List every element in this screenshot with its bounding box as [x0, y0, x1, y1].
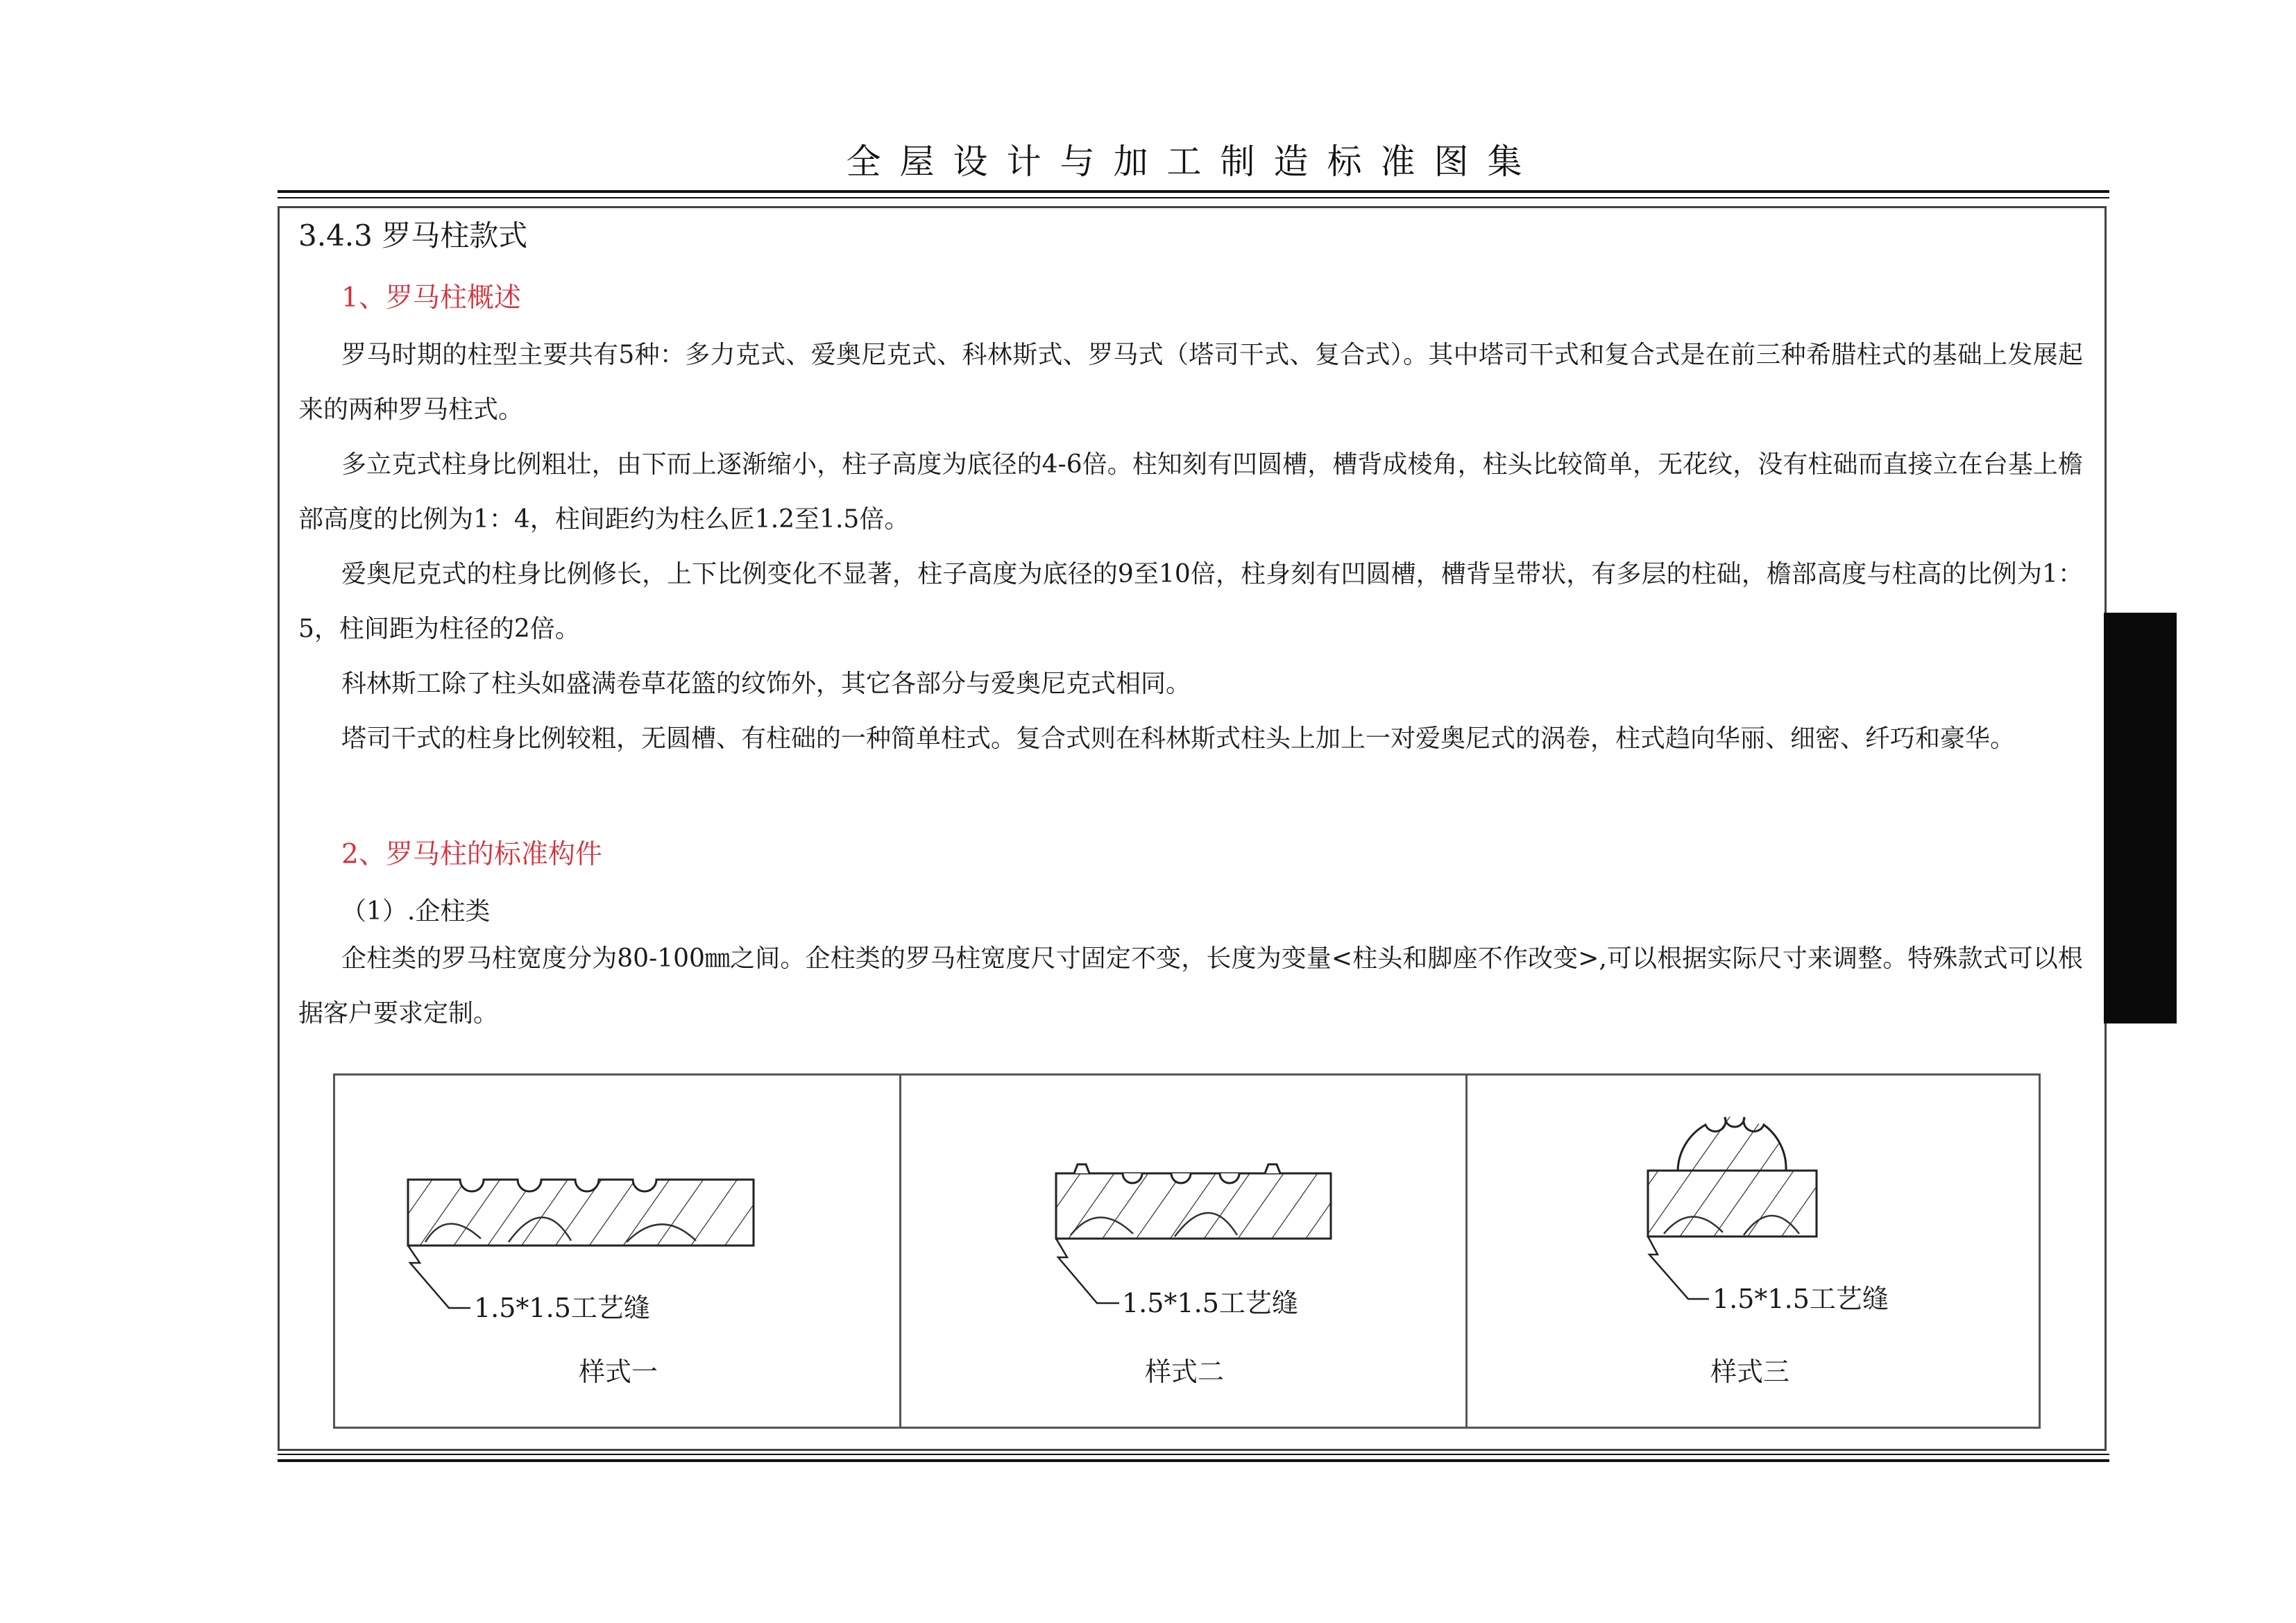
section-title: 3.4.3 罗马柱款式 — [298, 219, 528, 253]
overview-paragraph-3: 爱奥尼克式的柱身比例修长，上下比例变化不显著，柱子高度为底径的9至10倍，柱身刻有凹圆槽，槽背呈带状，有多层的柱础，檐部高度与柱高的比例为1：5，柱间距为柱径的2倍。 — [298, 560, 2083, 643]
style-three-caption: 样式三 — [1710, 1357, 1789, 1387]
footer-rule-thick — [278, 1459, 2109, 1462]
components-subheading: （1）.企柱类 — [341, 897, 491, 926]
style-two-seam-label: 1.5*1.5工艺缝 — [1122, 1288, 1298, 1318]
header-rule-thin — [278, 197, 2109, 198]
style-one-profile — [408, 1180, 754, 1308]
style-two-profile — [1056, 1164, 1331, 1303]
footer-rule-thin — [278, 1454, 2109, 1455]
overview-paragraph-2: 多立克式柱身比例粗壮，由下而上逐渐缩小，柱子高度为底径的4-6倍。柱知刻有凹圆槽，槽背成棱角，柱头比较简单，无花纹，没有柱础而直接立在台基上檐部高度的比例为1：4，柱间距约为柱么匠1.2至1.5倍。 — [298, 450, 2083, 534]
style-three-seam-label: 1.5*1.5工艺缝 — [1712, 1284, 1889, 1314]
overview-paragraph-1: 罗马时期的柱型主要共有5种：多力克式、爱奥尼克式、科林斯式、罗马式（塔司干式、复合式）。其中塔司干式和复合式是在前三种希腊柱式的基础上发展起来的两种罗马柱式。 — [298, 341, 2083, 424]
components-paragraph: 企柱类的罗马柱宽度分为80-100㎜之间。企柱类的罗马柱宽度尺寸固定不变，长度为变量<柱头和脚座不作改变>,可以根据实际尺寸来调整。特殊款式可以根据客户要求定制。 — [298, 944, 2083, 1028]
components-heading: 2、罗马柱的标准构件 — [341, 839, 602, 870]
overview-paragraph-4: 科林斯工除了柱头如盛满卷草花篮的纹饰外，其它各部分与爱奥尼克式相同。 — [341, 670, 1191, 698]
style-three-profile — [1648, 1116, 1817, 1299]
overview-heading: 1、罗马柱概述 — [341, 282, 521, 314]
style-one-seam-label: 1.5*1.5工艺缝 — [474, 1293, 650, 1323]
overview-paragraph-5: 塔司干式的柱身比例较粗，无圆槽、有柱础的一种简单柱式。复合式则在科林斯式柱头上加上一对爱奥尼式的涡卷，柱式趋向华丽、细密、纤巧和豪华。 — [341, 724, 2016, 753]
style-two-caption: 样式二 — [1144, 1357, 1224, 1387]
style-one-caption: 样式一 — [578, 1357, 658, 1387]
figure-table — [333, 1073, 2041, 1429]
header-rule-thick — [278, 190, 2109, 193]
side-tab-marker — [2104, 613, 2177, 1023]
page-header-title: 全屋设计与加工制造标准图集 — [846, 142, 1541, 182]
